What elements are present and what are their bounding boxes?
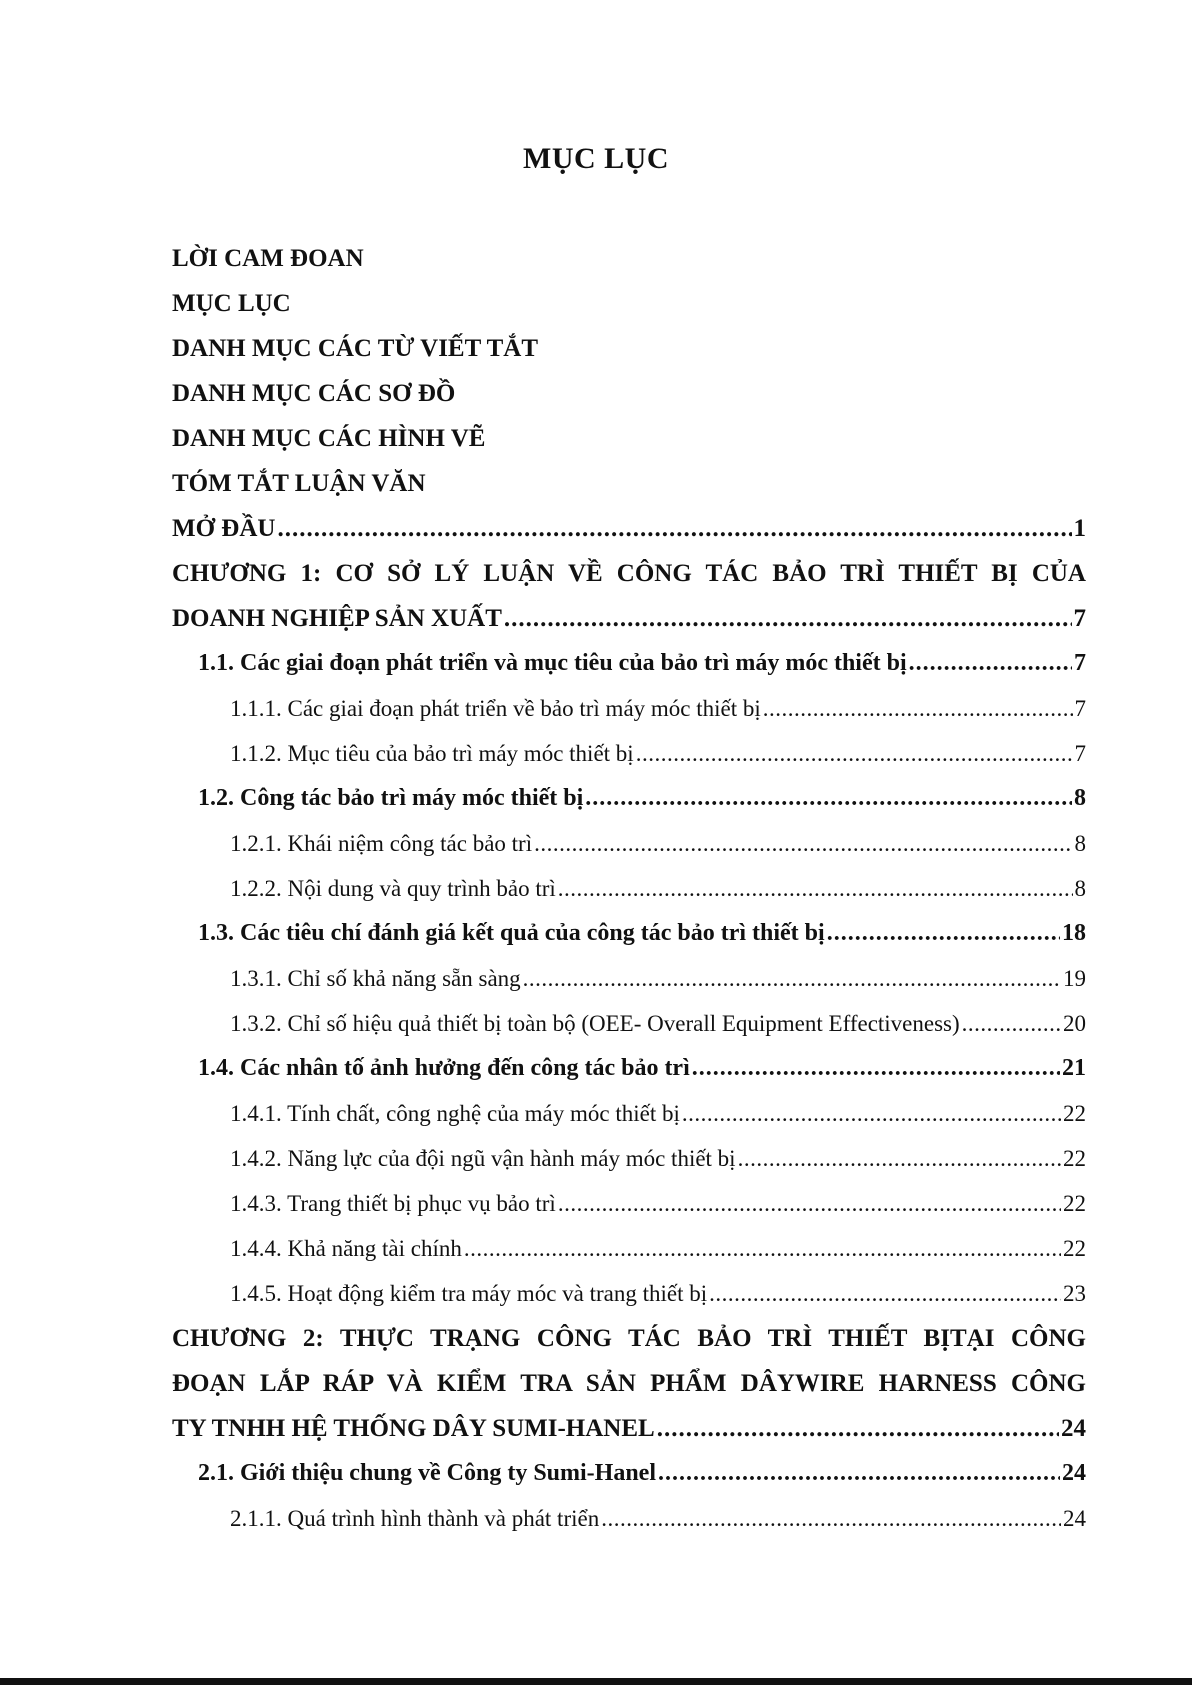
dot-leader <box>763 686 1073 731</box>
toc-front-matter-5: DANH MỤC CÁC HÌNH VẼ <box>172 425 486 452</box>
dot-leader <box>636 731 1073 776</box>
entry-title: 1.3.2. Chỉ số hiệu quả thiết bị toàn bộ (OEE- Overall Equipment Effectiveness) <box>230 1011 960 1036</box>
toc-section-entry <box>172 1046 1086 1091</box>
dot-leader <box>658 1451 1060 1496</box>
toc-front-matter-1: LỜI CAM ĐOAN <box>172 245 364 272</box>
table-of-contents <box>172 236 1086 1541</box>
toc-subsection-entry <box>172 1136 1086 1181</box>
toc-subsection-entry <box>172 1001 1086 1046</box>
page-number: 8 <box>1074 785 1086 811</box>
entry-title: 1.4. Các nhân tố ảnh hưởng đến công tác bảo trì <box>198 1055 690 1081</box>
dot-leader <box>657 1406 1059 1451</box>
page-number: 23 <box>1063 1281 1086 1306</box>
page-number: 8 <box>1074 876 1086 901</box>
toc-subsection-entry <box>172 956 1086 1001</box>
toc-subsection-entry <box>172 1226 1086 1271</box>
toc-subsection-entry <box>172 1181 1086 1226</box>
chapter-1-title-line-1: CHƯƠNG 1: CƠ SỞ LÝ LUẬN VỀ CÔNG TÁC BẢO TRÌ THIẾT BỊ CỦA <box>172 560 1086 587</box>
chapter-2-title-line-2: ĐOẠN LẮP RÁP VÀ KIỂM TRA SẢN PHẨM DÂYWIRE HARNESS CÔNG <box>172 1370 1086 1397</box>
entry-title: 1.2. Công tác bảo trì máy móc thiết bị <box>198 785 584 811</box>
entry-title: 1.4.5. Hoạt động kiểm tra máy móc và trang thiết bị <box>230 1281 708 1306</box>
toc-chapter-2 <box>172 1316 1086 1451</box>
dot-leader <box>277 506 1071 551</box>
toc-front-matter-2: MỤC LỤC <box>172 290 291 317</box>
page-number: 22 <box>1063 1101 1086 1126</box>
page-number: 1 <box>1073 515 1086 542</box>
page-number: 22 <box>1063 1146 1086 1171</box>
page-number: 22 <box>1063 1236 1086 1261</box>
page-number: 21 <box>1062 1055 1086 1081</box>
page-number: 22 <box>1063 1191 1086 1216</box>
toc-subsection-entry <box>172 866 1086 911</box>
chapter-1-title-line-2: DOANH NGHIỆP SẢN XUẤT ..... 7 <box>172 596 1086 641</box>
dot-leader <box>464 1226 1061 1271</box>
dot-leader <box>558 1181 1061 1226</box>
chapter-2-title-line-1: CHƯƠNG 2: THỰC TRẠNG CÔNG TÁC BẢO TRÌ THIẾT BỊTẠI CÔNG <box>172 1325 1086 1352</box>
entry-title: 1.3. Các tiêu chí đánh giá kết quả của công tác bảo trì thiết bị <box>198 920 825 946</box>
chapter-2-entries <box>172 1451 1086 1541</box>
entry-title: 1.2.2. Nội dung và quy trình bảo trì <box>230 876 556 901</box>
entry-title: 1.2.1. Khái niệm công tác bảo trì <box>230 831 533 856</box>
toc-front-matter-4: DANH MỤC CÁC SƠ ĐỒ <box>172 380 456 407</box>
toc-section-entry <box>172 641 1086 686</box>
page-number: 7 <box>1074 650 1086 676</box>
page-number: 7 <box>1073 605 1086 632</box>
toc-subsection-entry <box>172 821 1086 866</box>
page-number: 24 <box>1063 1506 1086 1531</box>
toc-title: MỤC LỤC <box>523 142 669 175</box>
page-number: 20 <box>1063 1011 1086 1036</box>
dot-leader <box>534 821 1072 866</box>
dot-leader <box>558 866 1073 911</box>
page-number: 18 <box>1062 920 1086 946</box>
dot-leader <box>909 641 1072 686</box>
entry-title: 2.1. Giới thiệu chung về Công ty Sumi-Hanel <box>198 1460 657 1486</box>
entry-title: 1.1.1. Các giai đoạn phát triển về bảo trì máy móc thiết bị <box>230 696 761 721</box>
entry-title: 2.1.1. Quá trình hình thành và phát triển <box>230 1506 600 1531</box>
dot-leader <box>709 1271 1061 1316</box>
entry-title: 1.3.1. Chỉ số khả năng sẵn sàng <box>230 966 521 991</box>
dot-leader <box>601 1496 1061 1541</box>
chapter-1-entries <box>172 641 1086 1316</box>
page-number: 19 <box>1063 966 1086 991</box>
toc-section-entry <box>172 911 1086 956</box>
toc-section-entry <box>172 776 1086 821</box>
toc-front-matter-3: DANH MỤC CÁC TỪ VIẾT TẮT <box>172 335 539 362</box>
toc-entry-intro: MỞ ĐẦU ..... 1 <box>172 506 1086 551</box>
entry-title: 1.1. Các giai đoạn phát triển và mục tiêu của bảo trì máy móc thiết bị <box>198 650 907 676</box>
entry-title: 1.4.2. Năng lực của đội ngũ vận hành máy móc thiết bị <box>230 1146 736 1171</box>
dot-leader <box>682 1091 1061 1136</box>
entry-title: 1.4.3. Trang thiết bị phục vụ bảo trì <box>230 1191 556 1216</box>
toc-front-matter-6: TÓM TẮT LUẬN VĂN <box>172 470 426 497</box>
page-number: 7 <box>1074 696 1086 721</box>
toc-subsection-entry <box>172 686 1086 731</box>
dot-leader <box>504 596 1072 641</box>
entry-title: 1.4.1. Tính chất, công nghệ của máy móc thiết bị <box>230 1101 680 1126</box>
dot-leader <box>523 956 1061 1001</box>
toc-subsection-entry <box>172 731 1086 776</box>
page-number: 24 <box>1062 1460 1086 1486</box>
bottom-edge-rule <box>0 1678 1192 1685</box>
dot-leader <box>827 911 1060 956</box>
dot-leader <box>585 776 1072 821</box>
page-number: 8 <box>1074 831 1086 856</box>
page-number: 24 <box>1061 1415 1086 1442</box>
page-number: 7 <box>1074 741 1086 766</box>
chapter-2-title-line-3: TY TNHH HỆ THỐNG DÂY SUMI-HANEL ..... 24 <box>172 1406 1086 1451</box>
toc-subsection-entry <box>172 1271 1086 1316</box>
toc-chapter-1 <box>172 551 1086 641</box>
toc-section-entry <box>172 1451 1086 1496</box>
entry-title: 1.1.2. Mục tiêu của bảo trì máy móc thiết bị <box>230 741 634 766</box>
toc-subsection-entry <box>172 1496 1086 1541</box>
dot-leader <box>962 1001 1061 1046</box>
dot-leader <box>738 1136 1061 1181</box>
toc-subsection-entry <box>172 1091 1086 1136</box>
dot-leader <box>692 1046 1060 1091</box>
entry-title: 1.4.4. Khả năng tài chính <box>230 1236 462 1261</box>
